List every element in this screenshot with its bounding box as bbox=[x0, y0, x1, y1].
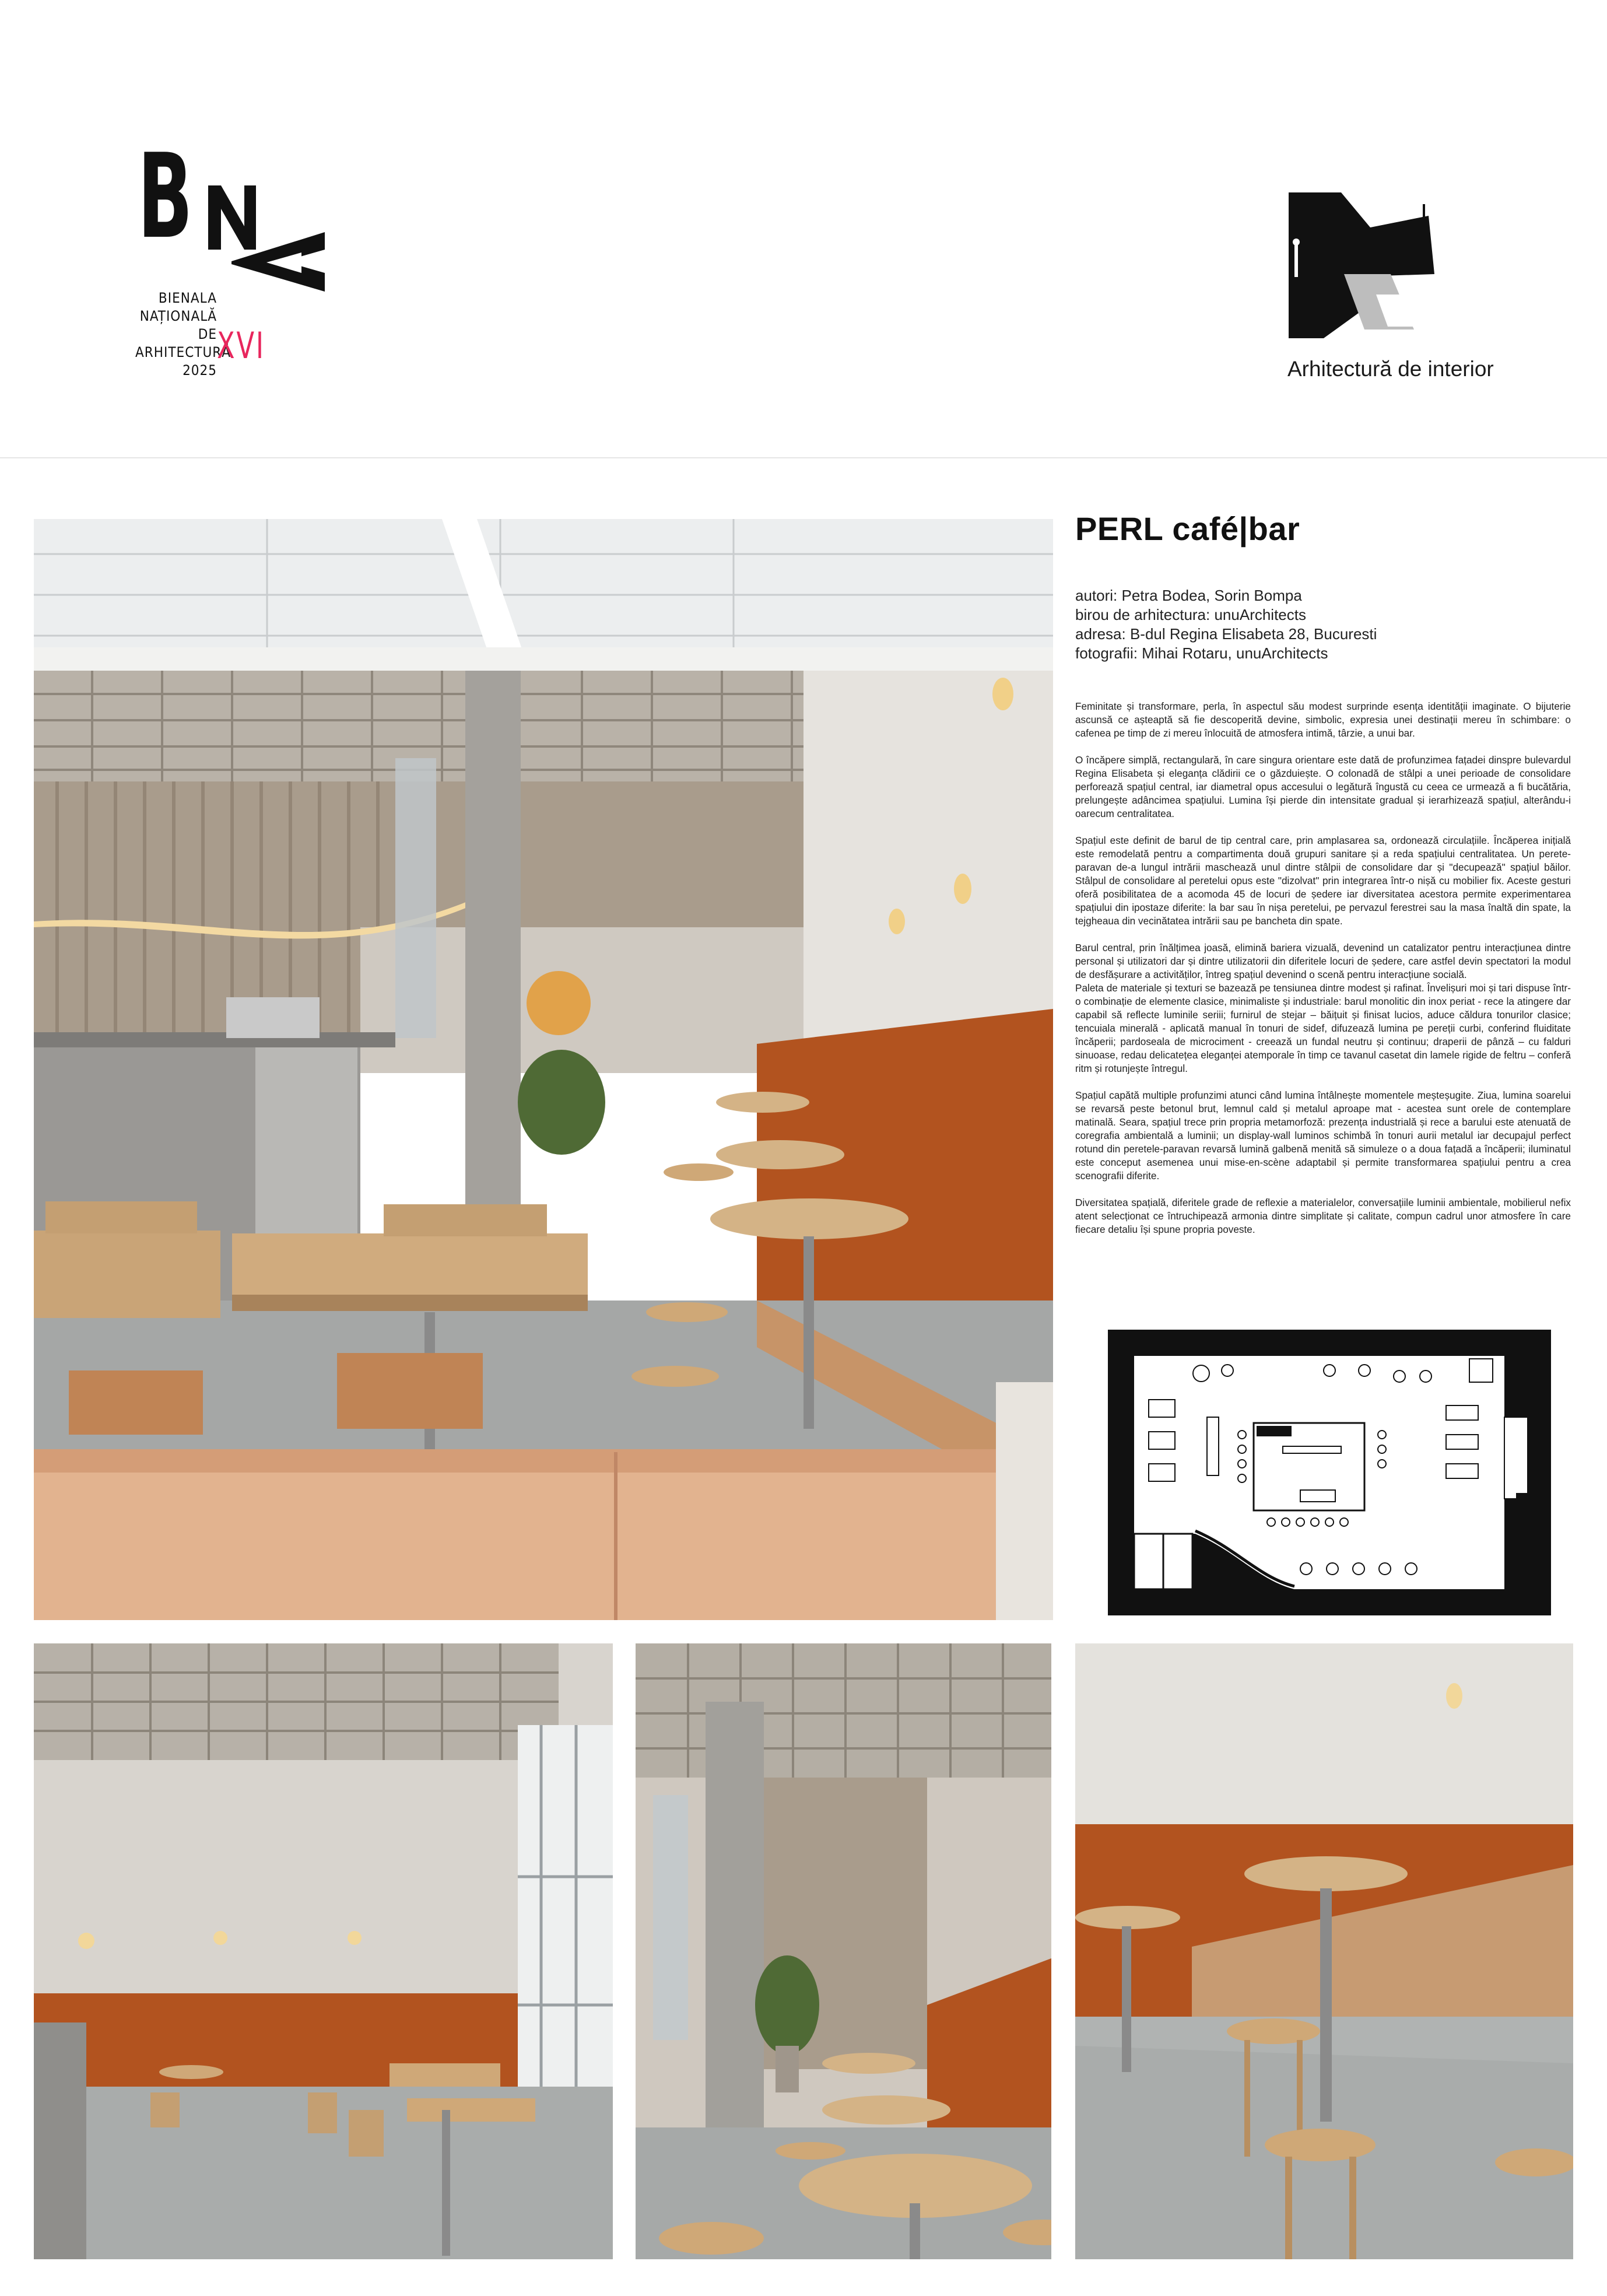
bna-logo-text bbox=[135, 289, 231, 380]
bna-edition: XVI bbox=[217, 324, 265, 367]
interior-architecture-logo bbox=[1283, 192, 1522, 391]
credit-office: birou de arhitectura: unuArchitects bbox=[1075, 606, 1306, 623]
photo-banquette-stools bbox=[1075, 1643, 1573, 2259]
photo-window-tables bbox=[34, 1643, 613, 2259]
bna-line: 2025 bbox=[183, 362, 217, 378]
bna-line: NAȚIONALĂ bbox=[139, 308, 217, 324]
photo-column-high-tables bbox=[636, 1643, 1051, 2259]
paragraph: O încăpere simplă, rectangulară, în care singura orientare este dată de profunzimea fațadei dinspre bulevardul Regina Elisabeta și eleganța clădirii ce o găzduiește. O colonadă de stâlpi a unei perioade de consolidare perforează spațiul central, iar diametral opus accesului o legătură îngustă cu ceea ce urmează a fi bucătăria, prelungește adâncimea spațiului. Lumina își pierde din intensitate gradual și ierarhizează spațiul, alterându-i oarecum centralitatea. bbox=[1075, 754, 1571, 819]
paragraph: Barul central, prin înălțimea joasă, elimină bariera vizuală, devenind un catalizator pentru interacțiunea dintre personal și utilizatori dar și dintre utilizatorii din diferitele locuri de ședere, care astfel devin spectatori la modul de desfășurare a activităților, întreg spațiul devenind o scenă pentru interacțiune socială. bbox=[1075, 942, 1571, 980]
section-caption: Arhitectură de interior bbox=[1287, 357, 1494, 381]
paragraph: Paleta de materiale și texturi se bazează pe tensiunea dintre modest și rafinat. Învelișuri moi și tari dispuse într-o combinație de elemente clasice, minimaliste și industriale: barul monolitic din inox periat - rece la atingere dar capabil să reflecte luminile seriii; furnirul de stejar – băițuit și finisat lucios, aduce căldura tonurilor clasice; tencuiala minerală - aplicată manual în tonuri de sidef, difuzează lumina pe pereții curbi, conferind fluiditate încăperii; pardoseala de microciment - creează un fundal neutru și continuu; draperii de pânză – cu falduri sinuoase, redau delicatețea eleganței atemporale în timp ce tavanul casetat din lamele rigide de feltru – conferă ritm și rotunjește întregul. bbox=[1075, 982, 1571, 1074]
paragraph: Diversitatea spațială, diferitele grade de reflexie a materialelor, conversațiile luminii ambientale, mobilierul nefix atent selecționat ce întruchipează armonia dintre simplitate și calitate, compun cadrul unor atmosfere în care fiecare detaliu își spune propria poveste. bbox=[1075, 1197, 1571, 1235]
project-description bbox=[1075, 700, 1571, 1250]
project-credits bbox=[1075, 586, 1577, 663]
bna-logo-letter-b: B bbox=[138, 129, 193, 265]
bna-line: ARHITECTURĂ bbox=[135, 344, 231, 360]
interior-architecture-icon bbox=[1289, 192, 1440, 338]
paragraph: Spațiul capătă multiple profunzimi atunci când lumina întâlnește momentele meșteșugite. Ziua, lumina soarelui se revarsă peste betonul brut, lemnul cald și metalul aproape mat - acestea sunt orele de contemplare matinală. Seara, spațiul trece prin propria metamorfoză: prezența industrială și rece a barului este atenuată de coregrafia ambientală a luminii; un display-wall luminos schimbă în tonuri aurii metalul iar decupajul perfect rotund din peretele-paravan revarsă lumină galbenă menită să simuleze o a doua fațadă a încăperii; iluminatul este conceput asemenea unui mise-en-scène adaptabil și permite transformarea spațiului pentru a crea scenografii diferite. bbox=[1075, 1089, 1571, 1182]
credit-authors: autori: Petra Bodea, Sorin Bompa bbox=[1075, 587, 1302, 604]
bna-line: DE bbox=[198, 326, 217, 342]
paragraph: Spațiul este definit de barul de tip central care, prin amplasarea sa, ordonează circulațiile. Încăperea inițială este remodelată pentru a compartimenta două grupuri sanitare și a reda spațiului centralitatea. Un perete-paravan de-a lungul intrării maschează unul dintre stâlpii de consolidare dar și "decupează" spațiul băilor. Stâlpul de consolidare al peretelui opus este "dizolvat" prin integrarea într-o nișă cu mobilier fix. Aceste gesturi oferă posibilitatea de a acomoda 45 de locuri de ședere iar diversitatea acestora permite experimentarea spațiului din ipostaze diferite: la bar sau în nișa peretelui, pe pervazul ferestrei sau la masa înaltă din spate, la tejgheaua din vecinătatea intrării sau pe bancheta din spate. bbox=[1075, 835, 1571, 927]
floor-plan bbox=[1108, 1330, 1551, 1615]
bna-line: BIENALA bbox=[158, 290, 217, 306]
main-photo bbox=[34, 519, 1053, 1620]
floor-plan-drawing bbox=[1108, 1330, 1551, 1615]
credit-address: adresa: B-dul Regina Elisabeta 28, Bucuresti bbox=[1075, 625, 1377, 643]
paragraph: Feminitate și transformare, perla, în aspectul său modest surprinde esența identității imaginate. O bijuterie ascunsă ce așteaptă să fie descoperită devine, simbolic, expresia unei destinații mereu în schimbare: o cafenea pe timp de zi mereu înlocuită de atmosfera intimă, târzie, a unui bar. bbox=[1075, 700, 1571, 739]
header-divider bbox=[0, 457, 1607, 458]
bna-logo-letters-na bbox=[208, 162, 354, 302]
credit-photos: fotografii: Mihai Rotaru, unuArchitects bbox=[1075, 644, 1328, 662]
bna-logo bbox=[135, 129, 357, 407]
project-title: PERL café|bar bbox=[1075, 510, 1300, 547]
